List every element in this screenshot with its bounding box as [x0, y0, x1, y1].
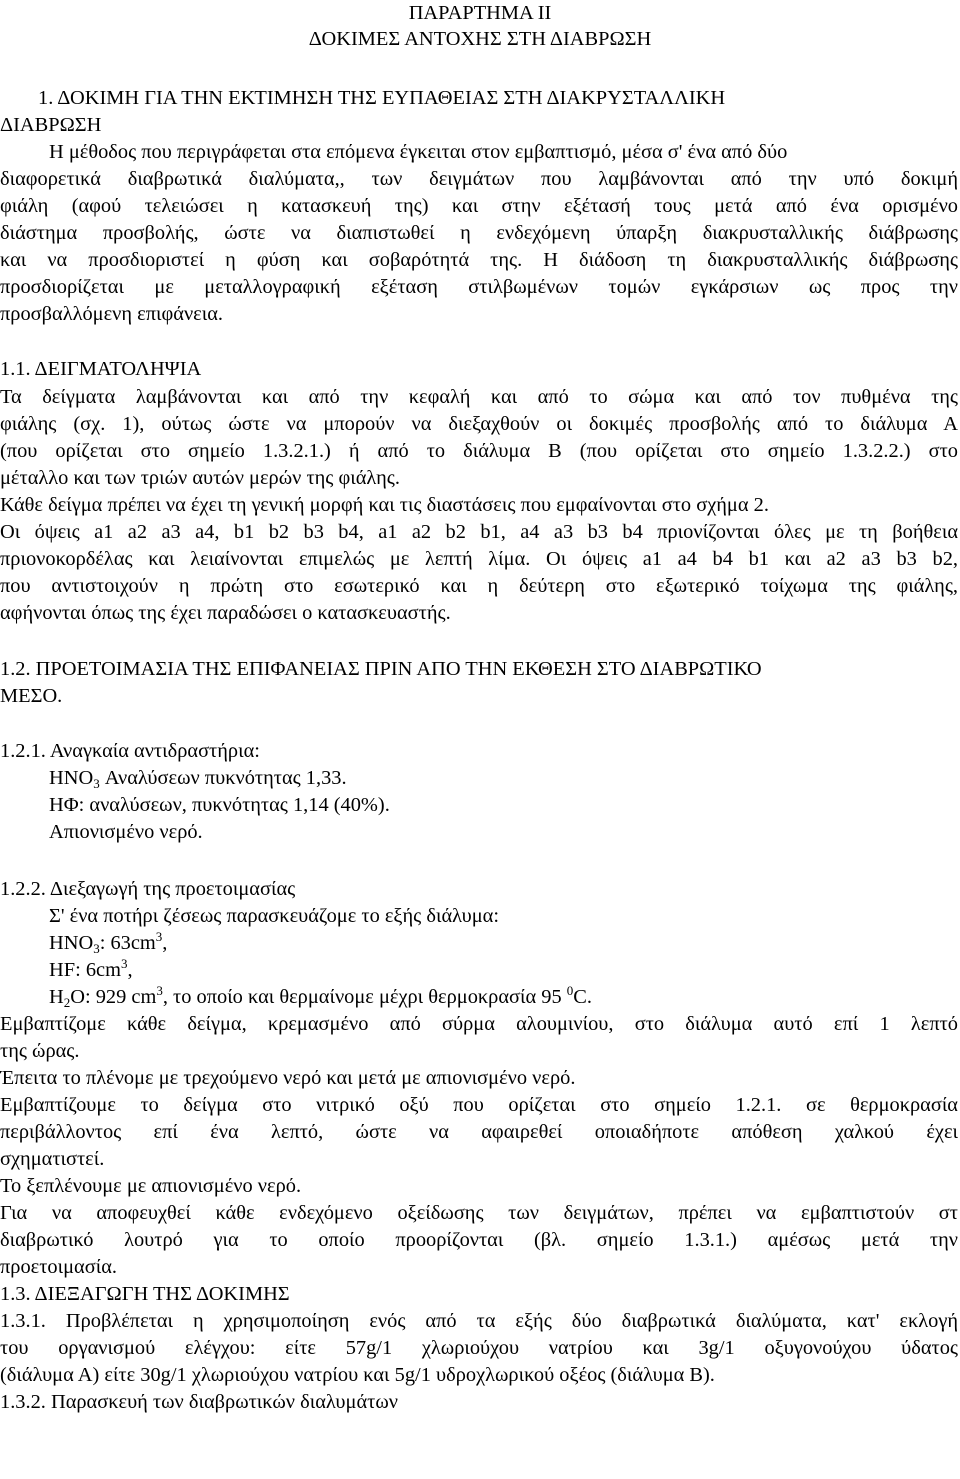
section-1-3-heading: 1.3. ΔΙΕΞΑΓΩΓΗ ΤΗΣ ΔΟΚΙΜΗΣ [0, 1283, 290, 1305]
section-1-2-1-heading: 1.2.1. Αναγκαία αντιδραστήρια: [0, 740, 260, 762]
paragraph-line: προετοιμασία. [0, 1256, 117, 1278]
paragraph-line: μέταλλο και των τριών αυτών μερών της φιάλης. [0, 467, 400, 489]
paragraph-line: σχηματιστεί. [0, 1148, 105, 1170]
paragraph-line: που αντιστοιχούν η πρώτη στο εσωτερικό και η δεύτερη στο εξωτερικό τοίχωμα της φιάλης, [0, 575, 958, 597]
paragraph-line: φιάλη (αφού τελειώσει η κατασκευή της) και στην εξέτασή τους μετά από ένα ορισμένο [0, 195, 958, 217]
solution-water: $H_2O$: 929 $cm^3$, το οποίο και θερμαίνομε μέχρι θερμοκρασία 95 $^0$C. [49, 983, 592, 1010]
section-1-2-2-heading: 1.2.2. Διεξαγωγή της προετοιμασίας [0, 878, 296, 900]
paragraph-line: και να προσδιοριστεί η φύση και σοβαρότητά της. Η διάδοση τη διακρυσταλλικής διάβρωσης [0, 249, 958, 271]
paragraph-line: Η μέθοδος που περιγράφεται στα επόμενα έγκειται στον εμβαπτισμό, μέσα σ' ένα από δύο [49, 141, 788, 163]
reagent-hno3: $HNO_3$ Αναλύσεων πυκνότητας 1,33. [49, 767, 347, 791]
paragraph-line: Το ξεπλένουμε με απιονισμένο νερό. [0, 1175, 302, 1197]
section-1-3-2-heading: 1.3.2. Παρασκευή των διαβρωτικών διαλυμάτων [0, 1391, 398, 1413]
paragraph-line: προσβαλλόμενη επιφάνεια. [0, 303, 224, 325]
paragraph-line: (που ορίζεται στο σημείο 1.3.2.1.) ή από το διάλυμα Β (που ορίζεται στο σημείο 1.3.2.2.) στο [0, 440, 958, 462]
paragraph-line: Κάθε δείγμα πρέπει να έχει τη γενική μορφή και τις διαστάσεις που εμφαίνονται στο σχήμα 2. [0, 494, 769, 516]
paragraph-line: Τα δείγματα λαμβάνονται και από την κεφαλή και από το σώμα και από τον πυθμένα της [0, 386, 958, 408]
paragraph-line: αφήνονται όπως της έχει παραδώσει ο κατασκευαστής. [0, 602, 451, 624]
paragraph-line: 1.3.1. Προβλέπεται η χρησιμοποίηση ενός από τα εξής δύο διαβρωτικά διαλύματα, κατ' εκλογή [0, 1310, 958, 1332]
section-1-2-heading: 1.2. ΠΡΟΕΤΟΙΜΑΣΙΑ ΤΗΣ ΕΠΙΦΑΝΕΙΑΣ ΠΡΙΝ ΑΠΟ ΤΗΝ ΕΚΘΕΣΗ ΣΤΟ ΔΙΑΒΡΩΤΙΚΟ [0, 658, 762, 680]
paragraph-line: του οργανισμού ελέγχου: είτε 57g/1 χλωριούχου νατρίου και 3g/1 οξυγονούχου ύδατος [0, 1337, 958, 1359]
paragraph-line: προσδιορίζεται με μεταλλογραφική εξέταση στιλβωμένων τομών εγκάρσιων ως προς την [0, 276, 958, 298]
reagent-hf: HΦ: αναλύσεων, πυκνότητας 1,14 (40%). [49, 794, 390, 816]
solution-intro: Σ' ένα ποτήρι ζέσεως παρασκευάζομε το εξής διάλυμα: [49, 905, 500, 927]
paragraph-line: περιβάλλοντος επί ένα λεπτό, ώστε να αφαιρεθεί οποιαδήποτε απόθεση χαλκού έχει [0, 1121, 958, 1143]
solution-hf: HF: $6cm^3$, [49, 956, 133, 981]
paragraph-line: (διάλυμα Α) είτε 30g/1 χλωριούχου νατρίου και 5g/1 υδροχλωρικού οξέος (διάλυμα Β). [0, 1364, 715, 1386]
section-1-2-heading-cont: ΜΕΣΟ. [0, 685, 63, 707]
paragraph-line: διαφορετικά διαβρωτικά διαλύματα,, των δειγμάτων που λαμβάνονται από την υπό δοκιμή [0, 168, 958, 190]
solution-hno3: $HNO_3$: $63cm^3$, [49, 929, 168, 956]
paragraph-line: της ώρας. [0, 1040, 80, 1062]
paragraph-line: Οι όψεις a1 a2 a3 a4, b1 b2 b3 b4, a1 a2 b2 b1, a4 a3 b3 b4 πριονίζονται όλες με τη βοήθεια [0, 521, 958, 543]
paragraph-line: διαβρωτικό λουτρό για το οποίο προορίζονται (βλ. σημείο 1.3.1.) αμέσως μετά την [0, 1229, 958, 1251]
section-1-1-heading: 1.1. ΔΕΙΓΜΑΤΟΛΗΨΙΑ [0, 358, 202, 380]
paragraph-line: πριονοκορδέλας και λειαίνονται επιμελώς με λεπτή λίμα. Οι όψεις a1 a4 b4 b1 και a2 a3 b3 b2, [0, 548, 958, 570]
paragraph-line: διάστημα προσβολής, ώστε να διαπιστωθεί η ενδεχόμενη ύπαρξη διακρυσταλλικής διάβρωσης [0, 222, 958, 244]
paragraph-line: Εμβαπτίζουμε το δείγμα στο νιτρικό οξύ που ορίζεται στο σημείο 1.2.1. σε θερμοκρασία [0, 1094, 958, 1116]
annex-title: ΠΑΡΑΡΤΗΜΑ ΙΙ [408, 2, 552, 24]
paragraph-line: φιάλης (σχ. 1), ούτως ώστε να μπορούν να διεξαχθούν οι δοκιμές προσβολής από το διάλυμα Α [0, 413, 958, 435]
annex-subtitle: ΔΟΚΙΜΕΣ ΑΝΤΟΧΗΣ ΣΤΗ ΔΙΑΒΡΩΣΗ [308, 28, 652, 50]
paragraph-line: Εμβαπτίζομε κάθε δείγμα, κρεμασμένο από σύρμα αλουμινίου, στο διάλυμα αυτό επί 1 λεπτό [0, 1013, 958, 1035]
reagent-water: Απιονισμένο νερό. [49, 821, 203, 843]
paragraph-line: Έπειτα το πλένομε με τρεχούμενο νερό και μετά με απιονισμένο νερό. [0, 1067, 576, 1089]
section-1-heading-cont: ΔΙΑΒΡΩΣΗ [0, 114, 102, 136]
section-1-heading: 1. ΔΟΚΙΜΗ ΓΙΑ ΤΗΝ ΕΚΤΙΜΗΣΗ ΤΗΣ ΕΥΠΑΘΕΙΑΣ ΣΤΗ ΔΙΑΚΡΥΣΤΑΛΛΙΚΗ [38, 87, 726, 109]
paragraph-line: Για να αποφευχθεί κάθε ενδεχόμενο οξείδωσης των δειγμάτων, πρέπει να εμβαπτιστούν στ [0, 1202, 958, 1224]
